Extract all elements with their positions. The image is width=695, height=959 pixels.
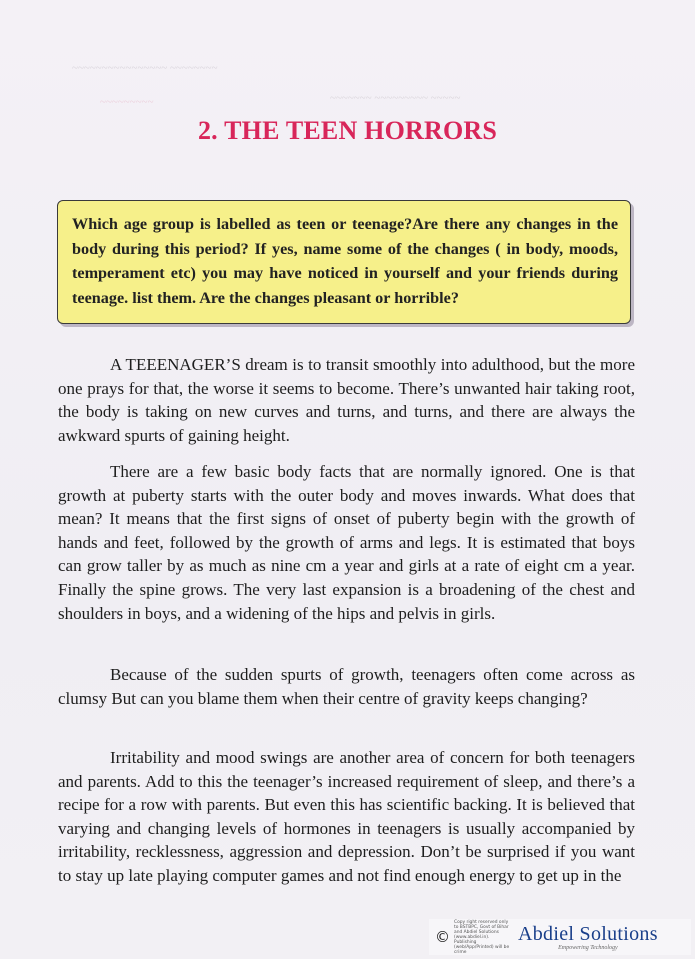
chapter-title: 2. THE TEEN HORRORS: [197, 116, 498, 145]
brand-tagline: Empowering Technology: [558, 944, 618, 951]
paragraph-2: There are a few basic body facts that are normally ignored. One is that growth at puberty starts with the outer body and moves inwards. What does that mean? It means that the first signs of onset of puberty begin with the growth of hands and feet, followed by the growth of arms and legs. It is estimated that boys can grow taller by as much as nine cm a year and girls at a rate of eight cm a year. Finally the spine grows. The very last expansion is a broadening of the chest and shoulders in boys, and a widening of the hips and pelvis in girls.: [58, 462, 635, 623]
paragraph-3: Because of the sudden spurts of growth, teenagers often come across as clumsy But can you blame them when their centre of gravity keeps changing?: [58, 665, 635, 708]
bleed-through-mark: ~~~~~~~ ~~~~~~~~~ ~~~~~: [330, 92, 461, 104]
copyright-notice: Copy right reserved only to BSTBPC, Govt of Bihar and Abdiel Solutions (www.abdiel.in). Publishing (web/App/Printed) will be crime: [454, 919, 510, 955]
paragraph-1: A TEEENAGER’S dream is to transit smoothly into adulthood, but the more one prays for that, the worse it seems to become. There’s unwanted hair taking root, the body is taking on new curves and turns, and turns, and there are always the awkward spurts of gaining height.: [58, 355, 635, 445]
question-box: [57, 200, 631, 324]
brand-logo: [518, 923, 658, 952]
brand-name: Abdiel Solutions: [518, 922, 658, 945]
question-text: Which age group is labelled as teen or teenage?Are there any changes in the body during this period? If yes, name some of the changes ( in body, moods, temperament etc) you may have noticed in yourself and your friends during teenage. list them. Are the changes pleasant or horrible?: [72, 215, 618, 307]
bleed-through-mark: ~~~~~~~~~~~~~~~~ ~~~~~~~~: [72, 62, 218, 74]
bleed-through-mark: ~~~~~~~~~: [100, 96, 154, 108]
publisher-watermark: [429, 919, 691, 955]
paragraph-4: Irritability and mood swings are another area of concern for both teenagers and parents. Add to this the teenager’s increased requirement of sleep, and there’s a recipe for a row with parents. But even this has scientific backing. It is believed that varying and changing levels of hormones in teenagers is usually accompanied by irritability, recklessness, aggression and depression. Don’t be surprised if you want to stay up late playing computer games and not find enough energy to get up in the: [58, 748, 635, 885]
copyright-icon: ©: [435, 928, 450, 946]
